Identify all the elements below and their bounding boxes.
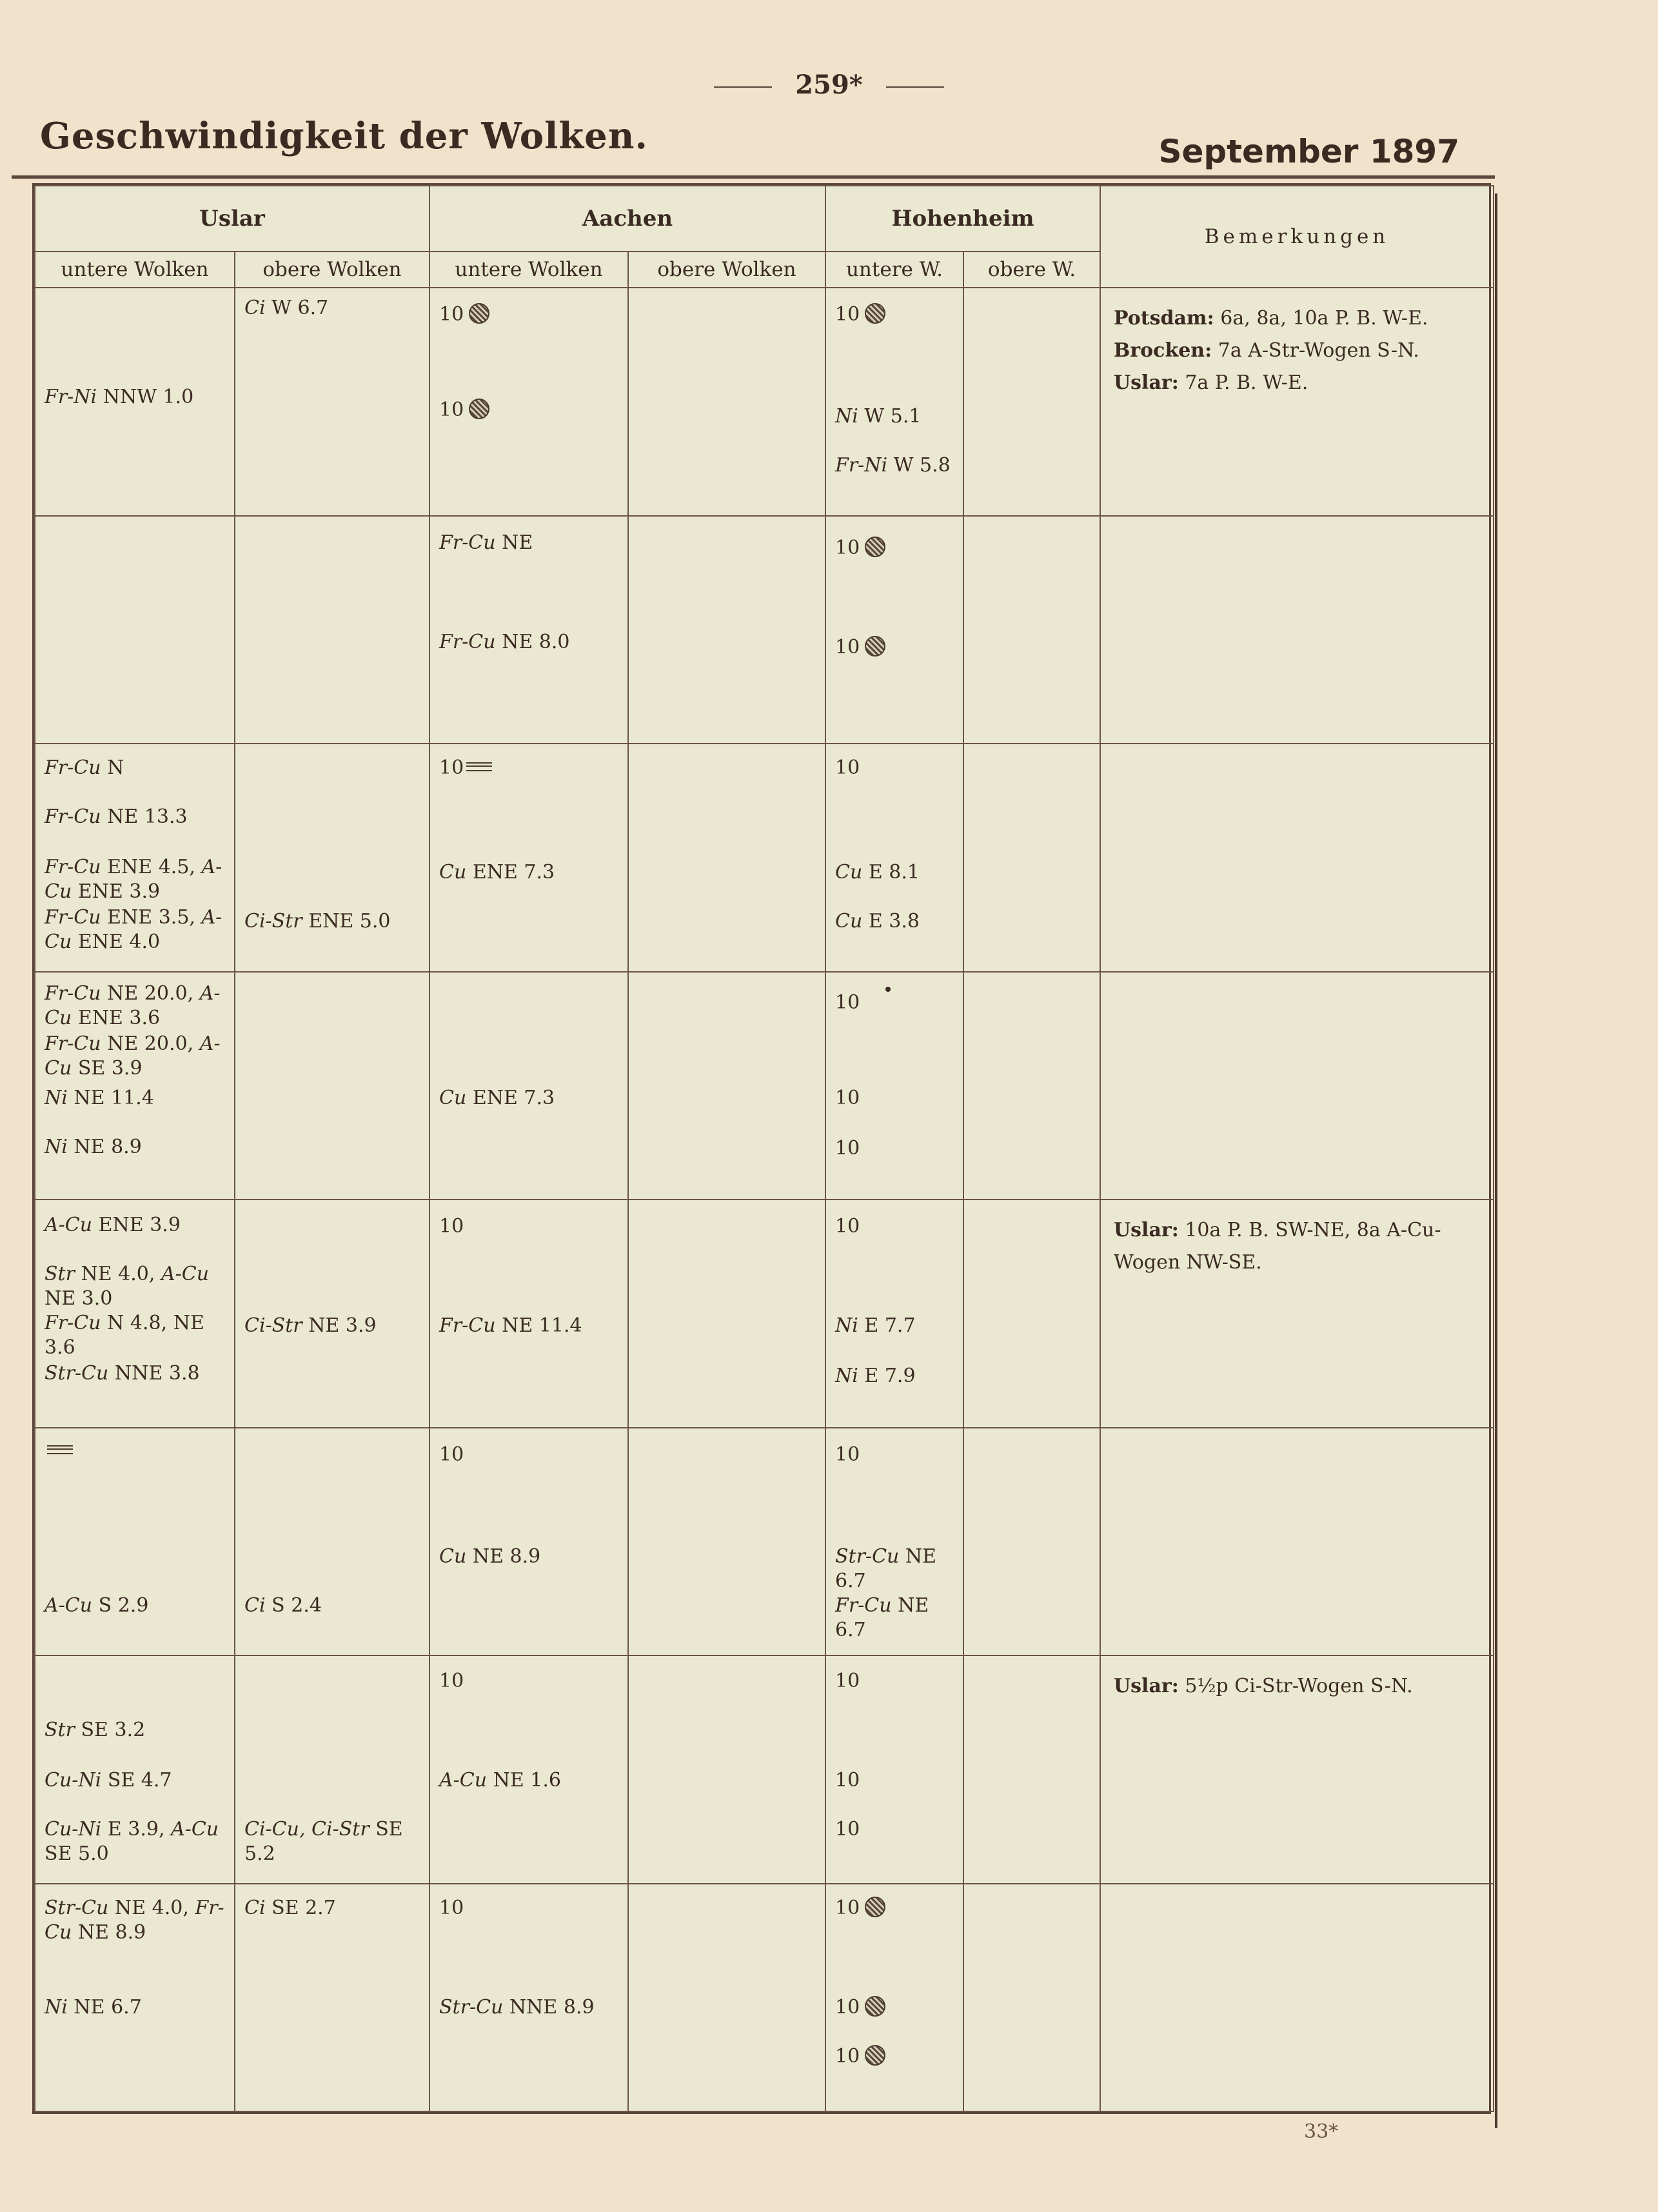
cell-aachen-upper xyxy=(628,1428,825,1656)
page-month: September 1897 xyxy=(1158,133,1459,170)
observation: Fr-Cu NE 11.4 xyxy=(439,1314,582,1337)
cell-remarks xyxy=(1100,1428,1494,1656)
observation: Cu E 3.8 xyxy=(835,910,920,933)
table-row xyxy=(35,744,1494,972)
subheader-hoh-lower: untere W. xyxy=(825,252,963,288)
observation: Cu-Ni SE 4.7 xyxy=(44,1769,172,1792)
cell-uslar-lower xyxy=(35,1428,235,1656)
table-row xyxy=(35,972,1494,1200)
page-title: Geschwindigkeit der Wolken. xyxy=(40,115,649,157)
observation: Cu E 8.1 xyxy=(835,861,920,884)
observation: Ci-Str ENE 5.0 xyxy=(244,910,391,933)
cell-remarks xyxy=(1100,288,1494,516)
observation: Fr-Cu ENE 4.5, A-Cu ENE 3.9 xyxy=(44,856,222,903)
header-remarks: Bemerkungen xyxy=(1100,186,1494,288)
observation: Str-Cu NE 4.0, Fr-Cu NE 8.9 xyxy=(44,1896,224,1944)
cell-aachen-lower xyxy=(429,516,628,744)
cell-uslar-upper xyxy=(235,1428,429,1656)
cell-hoh-lower xyxy=(825,972,963,1200)
cell-hoh-upper xyxy=(963,744,1100,972)
cell-aachen-lower xyxy=(429,1200,628,1428)
cell-aachen-lower xyxy=(429,1884,628,2112)
rule-right xyxy=(886,86,944,88)
observation: 10 xyxy=(835,1818,860,1841)
remark: Uslar: 7a P. B. W-E. xyxy=(1114,371,1308,394)
observation: Fr-Cu NE 20.0, A-Cu ENE 3.6 xyxy=(44,982,221,1029)
cell-hoh-lower xyxy=(825,1655,963,1884)
header-hohenheim: Hohenheim xyxy=(825,186,1100,252)
cell-uslar-lower xyxy=(35,744,235,972)
cloud-table xyxy=(32,183,1491,2114)
cell-uslar-upper xyxy=(235,1200,429,1428)
cell-uslar-lower xyxy=(35,972,235,1200)
observation: 10 xyxy=(835,1215,860,1238)
cell-hoh-upper xyxy=(963,1655,1100,1884)
table-row xyxy=(35,1655,1494,1884)
observation: 10 xyxy=(835,536,958,560)
cell-uslar-upper xyxy=(235,288,429,516)
remark: Potsdam: 6a, 8a, 10a P. B. W-E. xyxy=(1114,307,1428,330)
observation: Fr-Cu ENE 3.5, A-Cu ENE 4.0 xyxy=(44,906,222,953)
cell-aachen-lower xyxy=(429,972,628,1200)
observation: Ni W 5.1 xyxy=(835,405,922,428)
fog-bars-icon xyxy=(466,762,492,771)
observation: Fr-Ni NNW 1.0 xyxy=(44,386,194,408)
observation: 10 xyxy=(835,1136,860,1160)
observation: Ci-Cu, Ci-Str SE 5.2 xyxy=(244,1818,403,1865)
table-row xyxy=(35,516,1494,744)
subheader-aachen-upper: obere Wolken xyxy=(628,252,825,288)
subheader-hoh-upper: obere W. xyxy=(963,252,1100,288)
observation: Cu ENE 7.3 xyxy=(439,1086,555,1109)
header-uslar: Uslar xyxy=(35,186,429,252)
cell-hoh-upper xyxy=(963,1200,1100,1428)
rain-dot-icon xyxy=(865,2045,885,2066)
observation: A-Cu NE 1.6 xyxy=(439,1769,562,1792)
cell-hoh-lower xyxy=(825,288,963,516)
table-row xyxy=(35,1200,1494,1428)
observation: Str NE 4.0, A-Cu NE 3.0 xyxy=(44,1263,210,1310)
observation: Fr-Cu NE 6.7 xyxy=(835,1594,929,1641)
remark: Brocken: 7a A-Str-Wogen S-N. xyxy=(1114,339,1419,362)
cell-uslar-lower xyxy=(35,516,235,744)
table-row xyxy=(35,1884,1494,2112)
cell-remarks xyxy=(1100,1200,1494,1428)
observation: Str SE 3.2 xyxy=(44,1719,146,1741)
rain-dot-icon xyxy=(865,636,885,657)
rain-dot-icon xyxy=(865,1897,885,1917)
observation: 10 xyxy=(835,302,958,327)
cell-remarks xyxy=(1100,1655,1494,1884)
cell-hoh-lower xyxy=(825,516,963,744)
observation: Ni E 7.7 xyxy=(835,1314,916,1337)
cell-aachen-upper xyxy=(628,1200,825,1428)
observation: Ni NE 8.9 xyxy=(44,1135,142,1158)
rain-dot-icon xyxy=(469,303,489,324)
observation: Fr-Ni W 5.8 xyxy=(835,454,951,477)
cell-aachen-lower xyxy=(429,1655,628,1884)
observation: Str-Cu NNE 3.8 xyxy=(44,1362,200,1385)
observation: 10 xyxy=(439,398,622,422)
observation: 10 xyxy=(439,1443,464,1466)
observation: 10 xyxy=(835,635,958,660)
observation: 10 xyxy=(835,2044,958,2069)
table-row xyxy=(35,1428,1494,1656)
observation: Ci S 2.4 xyxy=(244,1594,322,1617)
observation: Cu-Ni E 3.9, A-Cu SE 5.0 xyxy=(44,1818,219,1865)
cell-hoh-lower xyxy=(825,1428,963,1656)
table-row xyxy=(35,288,1494,516)
observation: Ni NE 11.4 xyxy=(44,1086,154,1109)
fog-symbol xyxy=(44,1439,229,1463)
observation: 10 xyxy=(835,1443,860,1466)
cell-hoh-upper xyxy=(963,288,1100,516)
observation: Ci W 6.7 xyxy=(244,297,329,319)
cell-hoh-lower xyxy=(825,1884,963,2112)
cell-uslar-lower xyxy=(35,1655,235,1884)
observation: 10 xyxy=(835,987,958,1015)
remark: Uslar: 10a P. B. SW-NE, 8a A-Cu-Wogen NW-SE. xyxy=(1114,1219,1441,1274)
observation: Fr-Cu NE 13.3 xyxy=(44,805,188,828)
rain-dot-icon xyxy=(865,303,885,324)
observation: 10 xyxy=(439,1215,464,1238)
rain-dot-icon xyxy=(469,399,489,419)
fog-bars-icon xyxy=(47,1445,73,1454)
observation: 10 xyxy=(835,1896,958,1921)
cell-hoh-lower xyxy=(825,1200,963,1428)
observation: 10 xyxy=(835,1769,860,1792)
observation: Ni E 7.9 xyxy=(835,1365,916,1387)
observation: Fr-Cu NE 8.0 xyxy=(439,630,570,653)
cell-uslar-lower xyxy=(35,1200,235,1428)
cell-aachen-lower xyxy=(429,288,628,516)
top-rule xyxy=(12,175,1495,179)
cell-uslar-upper xyxy=(235,516,429,744)
observation: 10 xyxy=(439,1896,464,1919)
cell-uslar-lower xyxy=(35,288,235,516)
observation: Fr-Cu N 4.8, NE 3.6 xyxy=(44,1312,204,1359)
observation: Str-Cu NE 6.7 xyxy=(835,1545,937,1592)
cell-remarks xyxy=(1100,516,1494,744)
cell-remarks xyxy=(1100,972,1494,1200)
cell-hoh-upper xyxy=(963,1428,1100,1656)
footer-signature: 33* xyxy=(1304,2120,1339,2143)
remark: Uslar: 5½p Ci-Str-Wogen S-N. xyxy=(1114,1675,1413,1697)
cell-aachen-upper xyxy=(628,744,825,972)
cell-aachen-lower xyxy=(429,1428,628,1656)
observation: 10 xyxy=(835,1995,958,2020)
cell-remarks xyxy=(1100,744,1494,972)
observation: Cu NE 8.9 xyxy=(439,1545,541,1568)
cell-aachen-upper xyxy=(628,1655,825,1884)
cell-hoh-upper xyxy=(963,1884,1100,2112)
subheader-uslar-lower: untere Wolken xyxy=(35,252,235,288)
observation: 10 xyxy=(439,1670,464,1692)
rain-dot-icon xyxy=(865,1996,885,2017)
cell-aachen-upper xyxy=(628,1884,825,2112)
observation: 10 xyxy=(439,302,622,327)
observation: Ci SE 2.7 xyxy=(244,1896,336,1919)
cell-hoh-upper xyxy=(963,516,1100,744)
observation: A-Cu S 2.9 xyxy=(44,1594,149,1617)
cell-aachen-lower xyxy=(429,744,628,972)
cell-hoh-lower xyxy=(825,744,963,972)
cell-remarks xyxy=(1100,1884,1494,2112)
cell-uslar-upper xyxy=(235,744,429,972)
rule-left xyxy=(714,86,772,88)
observation: Ni NE 6.7 xyxy=(44,1995,142,2019)
observation: Fr-Cu NE 20.0, A-Cu SE 3.9 xyxy=(44,1032,221,1080)
observation: A-Cu ENE 3.9 xyxy=(44,1214,181,1236)
observation: Ci-Str NE 3.9 xyxy=(244,1314,377,1337)
subheader-uslar-upper: obere Wolken xyxy=(235,252,429,288)
subheader-aachen-lower: untere Wolken xyxy=(429,252,628,288)
cell-aachen-upper xyxy=(628,288,825,516)
cell-uslar-upper xyxy=(235,1884,429,2112)
table-shadow xyxy=(1495,193,1497,2128)
cell-hoh-upper xyxy=(963,972,1100,1200)
observation: 10 xyxy=(439,756,622,780)
observation: 10 xyxy=(835,1086,860,1109)
page-number: 259* xyxy=(0,70,1658,100)
cell-uslar-upper xyxy=(235,972,429,1200)
observation: Str-Cu NNE 8.9 xyxy=(439,1995,595,2019)
observation: Fr-Cu NE xyxy=(439,531,533,554)
observation: Fr-Cu N xyxy=(44,756,124,779)
dew-dot-icon xyxy=(885,987,891,992)
cell-uslar-upper xyxy=(235,1655,429,1884)
observation: 10 xyxy=(835,1670,860,1692)
observation: 10 xyxy=(835,756,860,779)
cell-aachen-upper xyxy=(628,972,825,1200)
observation: Cu ENE 7.3 xyxy=(439,861,555,884)
cell-uslar-lower xyxy=(35,1884,235,2112)
rain-dot-icon xyxy=(865,537,885,557)
cell-aachen-upper xyxy=(628,516,825,744)
header-aachen: Aachen xyxy=(429,186,825,252)
